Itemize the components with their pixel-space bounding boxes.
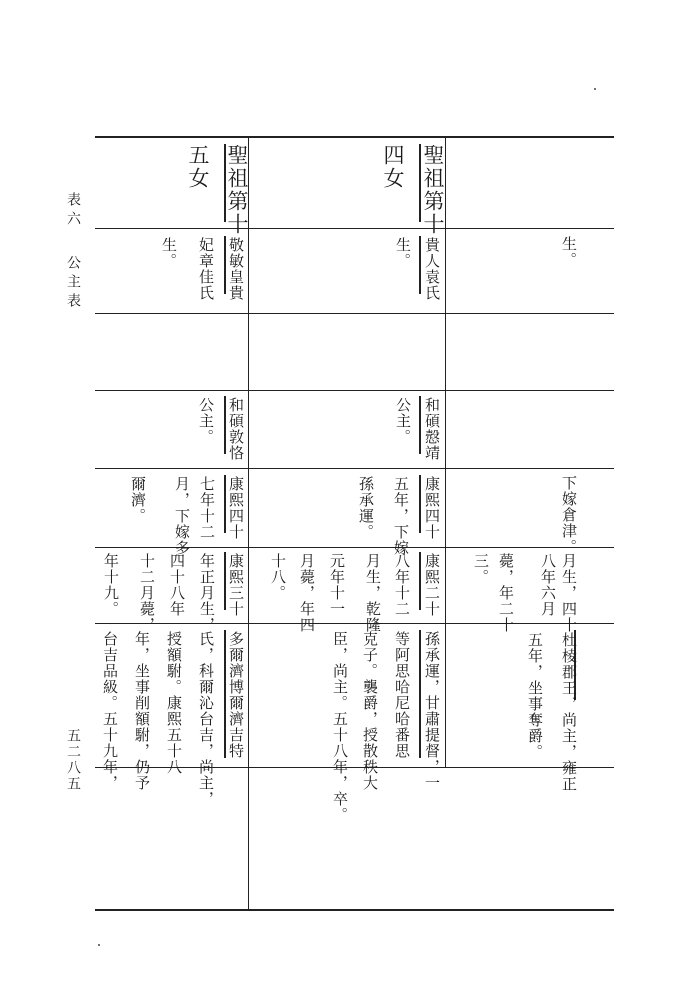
scan-speck [98,944,100,946]
marriage-line: 下嫁倉津。 [560,475,578,555]
mother-line: 生。 [560,236,578,268]
life-line: 元年十一 [328,553,346,617]
marriage-line: 孫承運。 [357,476,375,540]
spouse-line: 授額駙。康熙五十八 [165,631,183,775]
conferred-line: 公主。 [197,397,215,445]
spouse-line: 等阿思哈尼哈番思 [393,631,411,759]
table-bottom-border [95,909,614,911]
conferred-line: 和碩慤靖 [423,397,441,461]
marriage-line: 康熙四十 [423,476,441,540]
page-number: 五二八五 [65,728,81,792]
row-divider [95,228,614,229]
conferred-line: 公主。 [394,397,412,445]
column-divider-left [248,137,249,909]
spouse-line: 臣，尚主。五十八年，卒。 [331,631,349,823]
conferred-line: 和碩敦恪 [227,397,245,461]
mother-line: 敬敏皇貴 [227,237,245,301]
mother-line: 生。 [394,237,412,269]
name-marker-bar [419,630,421,758]
name-marker-bar [419,396,421,454]
spouse-line: 杜棱郡王，尚主，雍正 [560,632,578,792]
life-line: 十二月薨， [138,553,156,633]
spouse-line: 多爾濟博爾濟吉特 [227,631,245,759]
life-line: 四十八年 [168,553,186,617]
marriage-line: 月，下嫁多 [173,476,191,556]
life-line: 八年十二 [393,553,411,617]
spouse-line: 台吉品級。五十九年， [101,631,119,791]
spouse-line: 年，坐事削額駙，仍予 [133,631,151,791]
life-line: 月生，乾隆 [364,553,382,633]
name-marker-bar [419,236,421,294]
life-line: 月生，四十 [560,553,578,633]
table-label: 表六 [65,192,81,230]
life-line: 薨，年二十 [497,553,515,633]
princess-title: 聖祖第十 [421,144,445,236]
name-marker-bar [419,552,421,610]
life-line: 康熙二十 [423,553,441,617]
marriage-line: 七年十二 [198,476,216,540]
row-divider [95,313,614,314]
table-top-border [95,136,614,138]
column-divider-right [445,137,446,767]
spouse-line: 五年，坐事奪爵。 [526,632,544,760]
scan-speck [594,88,596,90]
marriage-line: 康熙四十 [227,476,245,540]
life-line: 三。 [472,553,490,585]
life-line: 月薨，年四 [298,553,316,633]
princess-title: 五女 [186,144,210,190]
mother-line: 妃章佳氏 [197,237,215,301]
spouse-line: 氏，科爾沁台吉，尚主， [197,631,215,807]
life-line: 康熙三十 [227,553,245,617]
row-divider [95,468,614,469]
spouse-line: 孫承運，甘肅提督，一 [423,631,441,791]
row-divider [95,623,614,624]
princess-title: 聖祖第十 [225,144,249,236]
marriage-line: 五年，下嫁 [392,476,410,556]
mother-line: 貴人袁氏 [423,237,441,301]
marriage-line: 爾濟。 [129,476,147,524]
name-marker-bar [419,475,421,533]
princess-title: 四女 [381,144,405,190]
life-line: 十八。 [269,553,287,601]
life-line: 年正月生， [198,553,216,633]
row-divider [95,390,614,391]
life-line: 八年六月 [539,553,557,617]
spouse-line: 克子。襲爵，授散秩大 [361,631,379,791]
mother-line: 生。 [160,237,178,269]
life-line: 年十九。 [102,553,120,617]
table-name: 公主表 [65,255,81,312]
